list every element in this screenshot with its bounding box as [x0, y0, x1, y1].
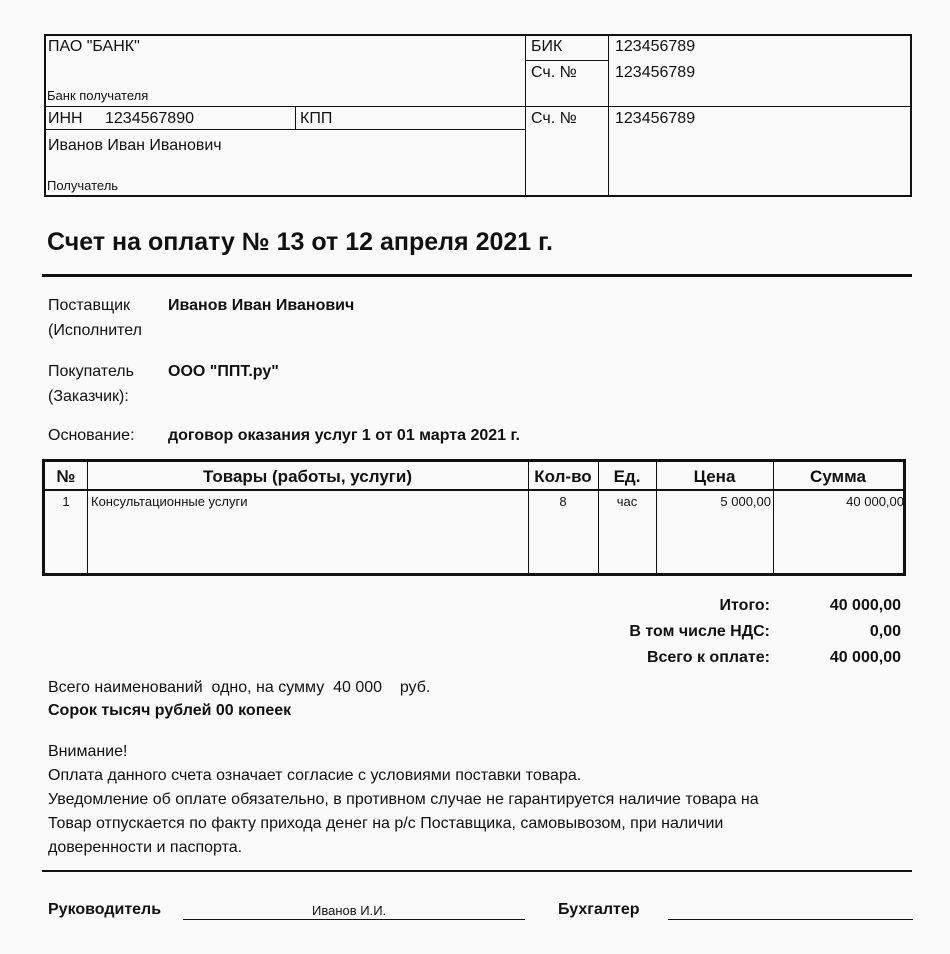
bank-account-value: 123456789 — [615, 64, 696, 81]
notice-line: доверенности и паспорта. — [48, 839, 243, 856]
accountant-signature-line — [668, 919, 913, 920]
table-header-unit: Ед. — [613, 467, 641, 486]
buyer-value: ООО "ППТ.ру" — [168, 363, 279, 380]
due-value: 40 000,00 — [829, 649, 901, 666]
bank-box-hline-bik — [525, 60, 609, 61]
vat-label: В том числе НДС: — [629, 623, 770, 640]
table-header-sum: Сумма — [810, 467, 866, 486]
total-value: 40 000,00 — [829, 597, 901, 614]
notice-line: Товар отпускается по факту прихода денег на р/с Поставщика, самовывозом, при наличии — [48, 815, 724, 832]
goods-table — [42, 459, 906, 576]
accountant-label: Бухгалтер — [558, 901, 640, 918]
director-name: Иванов И.И. — [312, 903, 387, 918]
supplier-value: Иванов Иван Иванович — [168, 297, 355, 314]
table-cell-unit: час — [616, 494, 638, 509]
basis-value: договор оказания услуг 1 от 01 марта 2021 г. — [168, 427, 520, 444]
due-label: Всего к оплате: — [646, 649, 770, 666]
buyer-label-1: Покупатель — [48, 363, 134, 380]
bank-account-label: Сч. № — [531, 64, 577, 81]
invoice-title: Счет на оплату № 13 от 12 апреля 2021 г. — [47, 228, 553, 256]
summary-count: Всего наименований одно, на сумму 40 000 руб. — [48, 679, 431, 696]
table-header-qty: Кол-во — [534, 467, 592, 486]
title-underline — [42, 274, 912, 277]
notice-line: Оплата данного счета означает согласие с условиями поставки товара. — [48, 767, 582, 784]
table-cell-num: 1 — [62, 494, 70, 509]
supplier-label-2: (Исполнител — [48, 322, 142, 339]
recipient-account-value: 123456789 — [615, 110, 696, 127]
vat-value: 0,00 — [869, 623, 901, 640]
footer-divider — [42, 870, 912, 872]
table-cell-sum: 40 000,00 — [846, 494, 904, 509]
supplier-label-1: Поставщик — [48, 297, 131, 314]
table-cell-qty: 8 — [559, 494, 567, 509]
bank-label: Банк получателя — [47, 88, 149, 103]
basis-label: Основание: — [48, 427, 135, 444]
bik-value: 123456789 — [615, 38, 696, 55]
recipient-account-label: Сч. № — [531, 110, 577, 127]
notice-line: Уведомление об оплате обязательно, в противном случае не гарантируется наличие товара на — [48, 791, 759, 808]
kpp-label: КПП — [300, 110, 333, 127]
notice-heading: Внимание! — [48, 743, 128, 760]
table-header-num: № — [56, 467, 76, 486]
director-label: Руководитель — [48, 901, 162, 918]
table-header-goods: Товары (работы, услуги) — [203, 467, 412, 486]
total-label: Итого: — [719, 597, 770, 614]
bank-box-vline-right — [608, 34, 609, 197]
table-header-divider — [45, 489, 903, 491]
bank-box-hline-mid — [44, 106, 912, 107]
inn-value: 1234567890 — [105, 110, 194, 127]
bank-box-vline-main — [525, 34, 526, 197]
bank-box-vline-kpp — [295, 106, 296, 130]
bik-label: БИК — [531, 38, 563, 55]
recipient-label: Получатель — [47, 178, 119, 193]
inn-label: ИНН — [48, 110, 83, 127]
bank-name: ПАО "БАНК" — [48, 38, 140, 55]
bank-box-hline-inn — [44, 129, 525, 130]
director-signature-line — [183, 919, 525, 920]
table-header-price: Цена — [693, 467, 736, 486]
recipient-name: Иванов Иван Иванович — [48, 137, 222, 154]
table-cell-goods: Консультационные услуги — [91, 494, 248, 509]
table-cell-price: 5 000,00 — [720, 494, 771, 509]
summary-amount-words: Сорок тысяч рублей 00 копеек — [48, 702, 292, 719]
buyer-label-2: (Заказчик): — [48, 388, 129, 405]
